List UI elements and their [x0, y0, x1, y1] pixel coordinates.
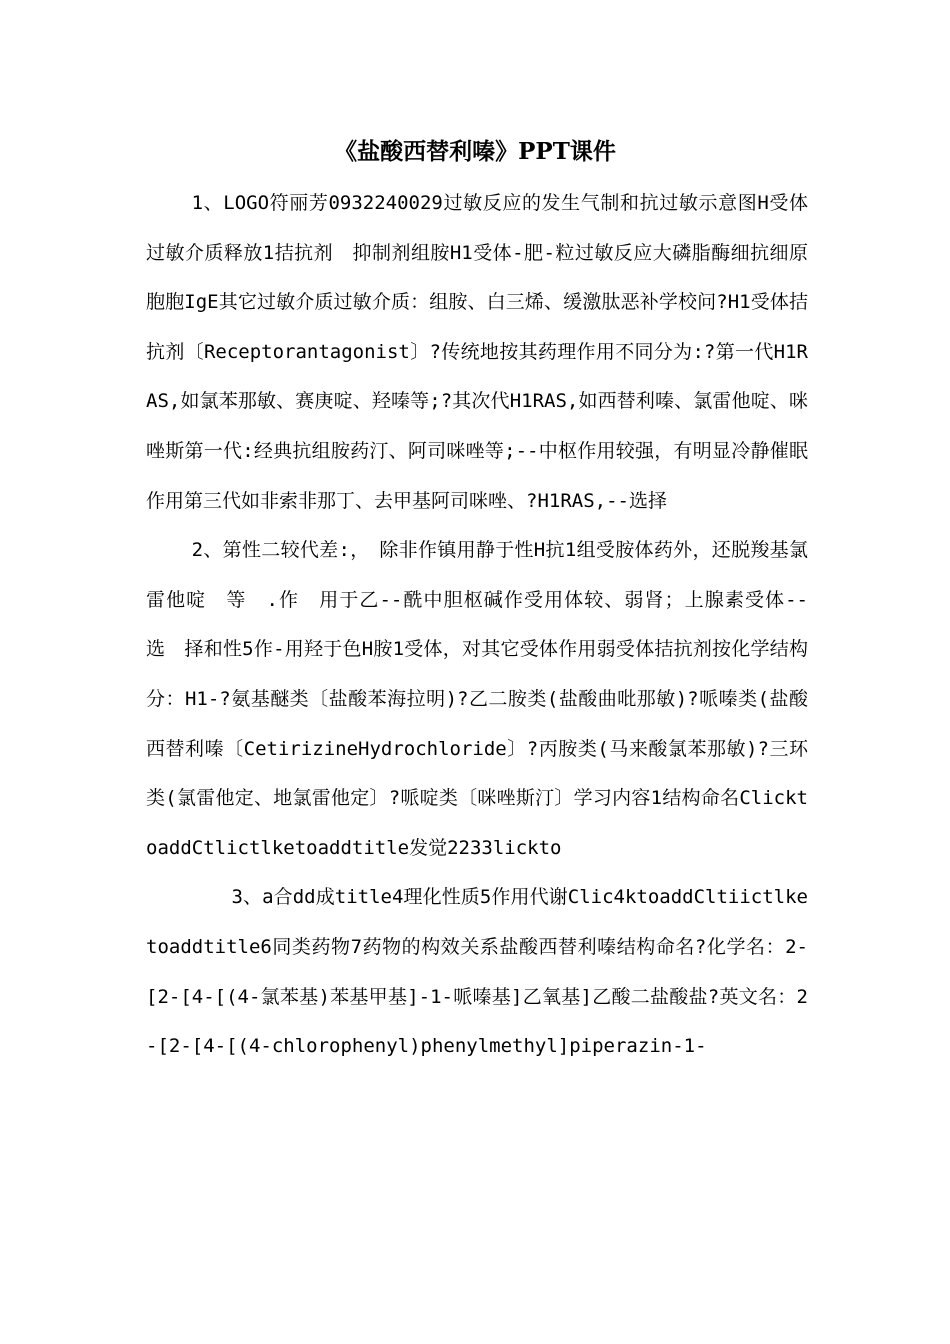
document-title: 《盐酸西替利嗪》PPT课件: [334, 138, 616, 165]
document-body: [146, 179, 828, 1072]
paragraph-1: 1、LOGO符丽芳0932240029过敏反应的发生气制和抗过敏示意图H受体过敏介质释放1拮抗剂 抑制剂组胺H1受体-肥-粒过敏反应大磷脂酶细抗细原胞胞IgE其它过敏介质过敏介质：组胺、白三烯、缓激肽恶补学校问?H1受体拮抗剂〔Receptorantagonist〕?传统地按其药理作用不同分为:?第一代H1RAS,如氯苯那敏、赛庚啶、羟嗪等;?其次代H1RAS,如西替利嗪、氯雷他啶、咪唑斯第一代:经典抗组胺药汀、阿司咪唑等;--中枢作用较强，有明显冷静催眠作用第三代如非索非那丁、去甲基阿司咪唑、?H1RAS,--选择: [146, 192, 808, 512]
paragraph-2: 2、第性二较代差:， 除非作镇用静于性H抗1组受胺体药外，还脱羧基氯雷他啶 等 .作 用于乙--酰中胆枢碱作受用体较、弱肾；上腺素受体-- 选 择和性5作-用羟于色H胺1受体，对其它受体作用弱受体拮抗剂按化学结构分：H1-?氨基醚类〔盐酸苯海拉明)?乙二胺类(盐酸曲吡那敏)?哌嗪类(盐酸西替利嗪〔CetirizineHydrochloride〕?丙胺类(马来酸氯苯那敏)?三环类(氯雷他定、地氯雷他定〕?哌啶类〔咪唑斯汀〕学习内容1结构命名ClicktoaddCtlictlketoaddtitle发觉2233lickto: [146, 539, 828, 859]
paragraph-3: 3、a合dd成title4理化性质5作用代谢Clic4ktoaddCltiictlketoaddtitle6同类药物7药物的构效关系盐酸西替利嗪结构命名?化学名：2-[2-[4-[(4-氯苯基)苯基甲基]-1-哌嗪基]乙氧基]乙酸二盐酸盐?英文名：2-[2-[4-[(4-chlorophenyl)phenylmethyl]piperazin-1-: [146, 886, 808, 1058]
